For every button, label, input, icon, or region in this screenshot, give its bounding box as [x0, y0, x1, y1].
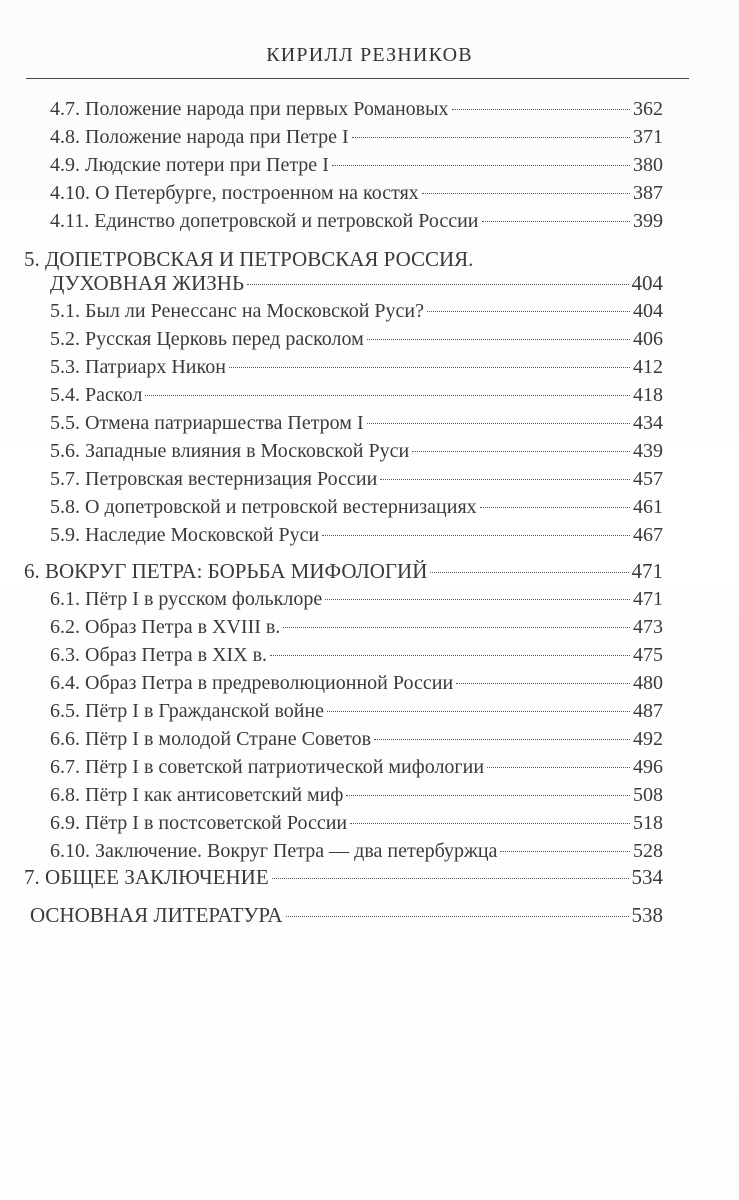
toc-entry-6-1[interactable]	[50, 584, 663, 614]
dot-leader	[482, 221, 631, 222]
toc-entry-page: 538	[631, 903, 663, 927]
toc-chapter-title-line2: ДУХОВНАЯ ЖИЗНЬ	[50, 271, 245, 295]
toc-entry-page: 496	[633, 756, 663, 778]
dot-leader	[487, 767, 630, 768]
toc-entry-4-9[interactable]	[50, 150, 663, 180]
dot-leader	[350, 823, 630, 824]
toc-chapter-7[interactable]	[24, 862, 663, 892]
toc-entry-page: 480	[633, 672, 663, 694]
toc-entry-6-5[interactable]	[50, 696, 663, 726]
dot-leader	[325, 599, 630, 600]
toc-entry-title: 6.5. Пётр I в Гражданской войне	[50, 700, 325, 722]
toc-entry-5-9[interactable]	[50, 520, 663, 550]
dot-leader	[145, 395, 630, 396]
dot-leader	[346, 795, 630, 796]
dot-leader	[480, 507, 630, 508]
dot-leader	[322, 535, 630, 536]
toc-entry-page: 439	[633, 440, 663, 462]
toc-entry-title: 4.8. Положение народа при Петре I	[50, 126, 349, 148]
dot-leader	[412, 451, 630, 452]
toc-entry-page: 461	[633, 496, 663, 518]
toc-chapter-title: ОСНОВНАЯ ЛИТЕРАТУРА	[30, 903, 283, 927]
toc-entry-5-6[interactable]	[50, 436, 663, 466]
dot-leader	[380, 479, 630, 480]
toc-entry-6-6[interactable]	[50, 724, 663, 754]
toc-entry-page: 467	[633, 524, 663, 546]
toc-entry-4-7[interactable]	[50, 94, 663, 124]
toc-entry-title: 6.6. Пётр I в молодой Стране Советов	[50, 728, 372, 750]
toc-entry-title: 5.1. Был ли Ренессанс на Московской Руси?	[50, 300, 424, 322]
dot-leader	[367, 423, 630, 424]
dot-leader	[272, 878, 629, 879]
toc-entry-title: 6.3. Образ Петра в XIX в.	[50, 644, 268, 666]
toc-entry-title: 6.4. Образ Петра в предреволюционной России	[50, 672, 454, 694]
toc-entry-page: 473	[633, 616, 663, 638]
toc-entry-page: 404	[631, 271, 663, 295]
dot-leader	[452, 109, 630, 110]
toc-entry-page: 471	[631, 559, 663, 583]
dot-leader	[374, 739, 630, 740]
toc-entry-title: 4.9. Людские потери при Петре I	[50, 154, 329, 176]
toc-entry-title: 5.3. Патриарх Никон	[50, 356, 226, 378]
dot-leader	[456, 683, 630, 684]
toc-entry-title: 5.8. О допетровской и петровской вестернизациях	[50, 496, 477, 518]
toc-entry-page: 475	[633, 644, 663, 666]
toc-entry-title: 5.4. Раскол	[50, 384, 143, 406]
toc-entry-title: 5.6. Западные влияния в Московской Руси	[50, 440, 410, 462]
toc-entry-6-8[interactable]	[50, 780, 663, 810]
toc-entry-5-2[interactable]	[50, 324, 663, 354]
toc-entry-4-11[interactable]	[50, 206, 663, 236]
toc-entry-title: 6.1. Пётр I в русском фольклоре	[50, 588, 323, 610]
toc-entry-title: 4.11. Единство допетровской и петровской России	[50, 210, 479, 232]
dot-leader	[286, 916, 629, 917]
toc-entry-5-5[interactable]	[50, 408, 663, 438]
dot-leader	[422, 193, 630, 194]
running-header: КИРИЛЛ РЕЗНИКОВ	[266, 44, 473, 66]
dot-leader	[332, 165, 630, 166]
toc-entry-title: 5.2. Русская Церковь перед расколом	[50, 328, 364, 350]
toc-chapter-5-title-line1[interactable]: 5. ДОПЕТРОВСКАЯ И ПЕТРОВСКАЯ РОССИЯ.	[24, 247, 474, 271]
toc-entry-4-8[interactable]	[50, 122, 663, 152]
toc-entry-title: 6.2. Образ Петра в XVIII в.	[50, 616, 281, 638]
toc-entry-title: 4.7. Положение народа при первых Романовых	[50, 98, 449, 120]
toc-entry-page: 492	[633, 728, 663, 750]
toc-entry-page: 528	[633, 840, 663, 862]
toc-entry-page: 434	[633, 412, 663, 434]
dot-leader	[247, 284, 628, 285]
dot-leader	[427, 311, 630, 312]
toc-entry-title: 5.9. Наследие Московской Руси	[50, 524, 320, 546]
toc-entry-title: 6.8. Пётр I как антисоветский миф	[50, 784, 344, 806]
toc-entry-5-1[interactable]	[50, 296, 663, 326]
dot-leader	[270, 655, 630, 656]
dot-leader	[500, 851, 630, 852]
header-rule	[26, 78, 689, 79]
toc-literature[interactable]	[30, 900, 663, 930]
toc-entry-6-3[interactable]	[50, 640, 663, 670]
toc-entry-page: 371	[633, 126, 663, 148]
toc-chapter-6[interactable]	[24, 556, 663, 586]
toc-entry-page: 380	[633, 154, 663, 176]
toc-entry-page: 418	[633, 384, 663, 406]
dot-leader	[283, 627, 630, 628]
toc-entry-page: 412	[633, 356, 663, 378]
dot-leader	[352, 137, 630, 138]
toc-entry-title: 6.9. Пётр I в постсоветской России	[50, 812, 348, 834]
toc-entry-5-8[interactable]	[50, 492, 663, 522]
toc-entry-title: 5.7. Петровская вестернизация России	[50, 468, 378, 490]
dot-leader	[367, 339, 630, 340]
toc-entry-6-2[interactable]	[50, 612, 663, 642]
toc-entry-5-3[interactable]	[50, 352, 663, 382]
dot-leader	[327, 711, 630, 712]
toc-entry-4-10[interactable]	[50, 178, 663, 208]
toc-chapter-title: 7. ОБЩЕЕ ЗАКЛЮЧЕНИЕ	[24, 865, 269, 889]
dot-leader	[229, 367, 630, 368]
toc-entry-title: 5.5. Отмена патриаршества Петром I	[50, 412, 364, 434]
toc-entry-page: 406	[633, 328, 663, 350]
toc-chapter-title: 6. ВОКРУГ ПЕТРА: БОРЬБА МИФОЛОГИЙ	[24, 559, 428, 583]
toc-chapter-5[interactable]	[50, 268, 663, 298]
toc-entry-page: 471	[633, 588, 663, 610]
toc-entry-page: 487	[633, 700, 663, 722]
toc-entry-6-9[interactable]	[50, 808, 663, 838]
toc-entry-page: 457	[633, 468, 663, 490]
toc-entry-page: 508	[633, 784, 663, 806]
toc-entry-page: 399	[633, 210, 663, 232]
toc-entry-page: 404	[633, 300, 663, 322]
toc-entry-page: 362	[633, 98, 663, 120]
toc-entry-page: 534	[631, 865, 663, 889]
toc-entry-6-4[interactable]	[50, 668, 663, 698]
toc-entry-page: 518	[633, 812, 663, 834]
toc-entry-5-7[interactable]	[50, 464, 663, 494]
dot-leader	[430, 572, 628, 573]
toc-entry-page: 387	[633, 182, 663, 204]
toc-entry-6-7[interactable]	[50, 752, 663, 782]
toc-entry-title: 6.10. Заключение. Вокруг Петра — два петербуржца	[50, 840, 498, 862]
toc-entry-5-4[interactable]	[50, 380, 663, 410]
toc-entry-title: 6.7. Пётр I в советской патриотической мифологии	[50, 756, 485, 778]
toc-entry-title: 4.10. О Петербурге, построенном на костях	[50, 182, 419, 204]
